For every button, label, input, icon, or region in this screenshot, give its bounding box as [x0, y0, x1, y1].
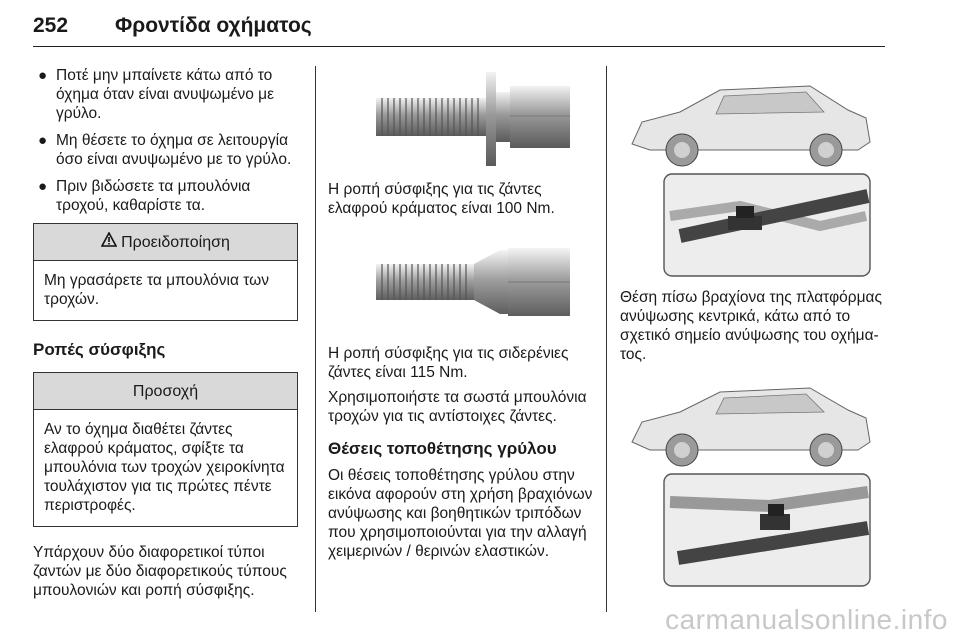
column-divider-1: [315, 66, 316, 612]
column-1: [33, 66, 298, 600]
torque-heading: Ροπές σύσφιξης: [33, 340, 166, 359]
list-item: ● Μη θέσετε το όχημα σε λειτουργία όσο είναι ανυψωμένο με το γρύλο.: [38, 132, 292, 168]
alloy-bolt-illustration: [328, 66, 594, 174]
warning-title: Προειδοποίηση: [121, 233, 230, 251]
front-lift-point-figure: [620, 382, 888, 592]
steel-torque-caption: Η ροπή σύσφιξης για τις σιδερένιες ζάντες είναι 115 Nm.: [328, 345, 569, 381]
jack-positions-paragraph: Οι θέσεις τοποθέτησης γρύλου στην εικόνα αφορούν στη χρήση βραχιόνων ανύψωσης και βοηθητικών τριπόδων που χρησιμοποιούνται για την αλλαγή χειμερινών / θερινών ελαστικών.: [328, 467, 593, 560]
caution-text: Αν το όχημα διαθέτει ζάντες ελαφρού κράματος, σφίξτε τα μπουλόνια των τροχών χειροκίνητα τουλάχιστον για τις πρώτες πέντε περιστροφές.: [44, 421, 285, 514]
warning-box: [33, 223, 298, 321]
list-item: ● Πριν βιδώσετε τα μπουλόνια τροχού, καθαρίστε τα.: [38, 178, 251, 214]
chapter-title: Φροντίδα οχήματος: [115, 14, 312, 37]
alloy-torque-caption: Η ροπή σύσφιξης για τις ζάντες ελαφρού κράματος είναι 100 Nm.: [328, 181, 555, 217]
column-divider-2: [606, 66, 607, 612]
warning-triangle-icon: [101, 232, 117, 252]
rear-lift-point-figure: [620, 66, 888, 278]
column-3: [620, 66, 888, 592]
caution-title: Προσοχή: [132, 382, 199, 400]
wheel-types-paragraph: Υπάρχουν δύο διαφορετικοί τύποι ζαντών με δύο διαφορετικούς τύπους μπουλονιών και ροπή σύσφιξης.: [33, 544, 287, 599]
car-lift-illustration-2: [620, 382, 888, 592]
car-lift-illustration: [620, 66, 888, 278]
safety-bullet-list: [33, 66, 298, 215]
page-number: 252: [33, 14, 69, 37]
watermark-text: carmanualsonline.info: [665, 604, 948, 635]
correct-bolts-paragraph: Χρησιμοποιήστε τα σωστά μπουλόνια τροχών για τις αντίστοιχες ζάντες.: [328, 389, 587, 425]
warning-text: Μη γρασάρετε τα μπουλόνια των τροχών.: [44, 272, 269, 308]
jack-positions-heading: Θέσεις τοποθέτησης γρύλου: [328, 439, 557, 458]
warning-box-header: [34, 224, 297, 261]
column-2: [328, 66, 594, 561]
steel-wheel-bolt-figure: [328, 232, 594, 332]
steel-bolt-illustration: [328, 232, 594, 332]
list-item: ● Ποτέ μην μπαίνετε κάτω από το όχημα όταν είναι ανυψωμένο με γρύλο.: [38, 67, 274, 122]
caution-box: [33, 372, 298, 527]
caution-box-header: [34, 373, 297, 410]
page-header: [33, 14, 885, 48]
header-divider: [33, 46, 885, 47]
rear-lift-caption: Θέση πίσω βραχίονα της πλατφόρμας ανύψωσης κεντρικά, κάτω από το σχετικό σημείο ανύψωσης του οχήματος.: [620, 289, 882, 363]
alloy-wheel-bolt-figure: [328, 66, 594, 174]
